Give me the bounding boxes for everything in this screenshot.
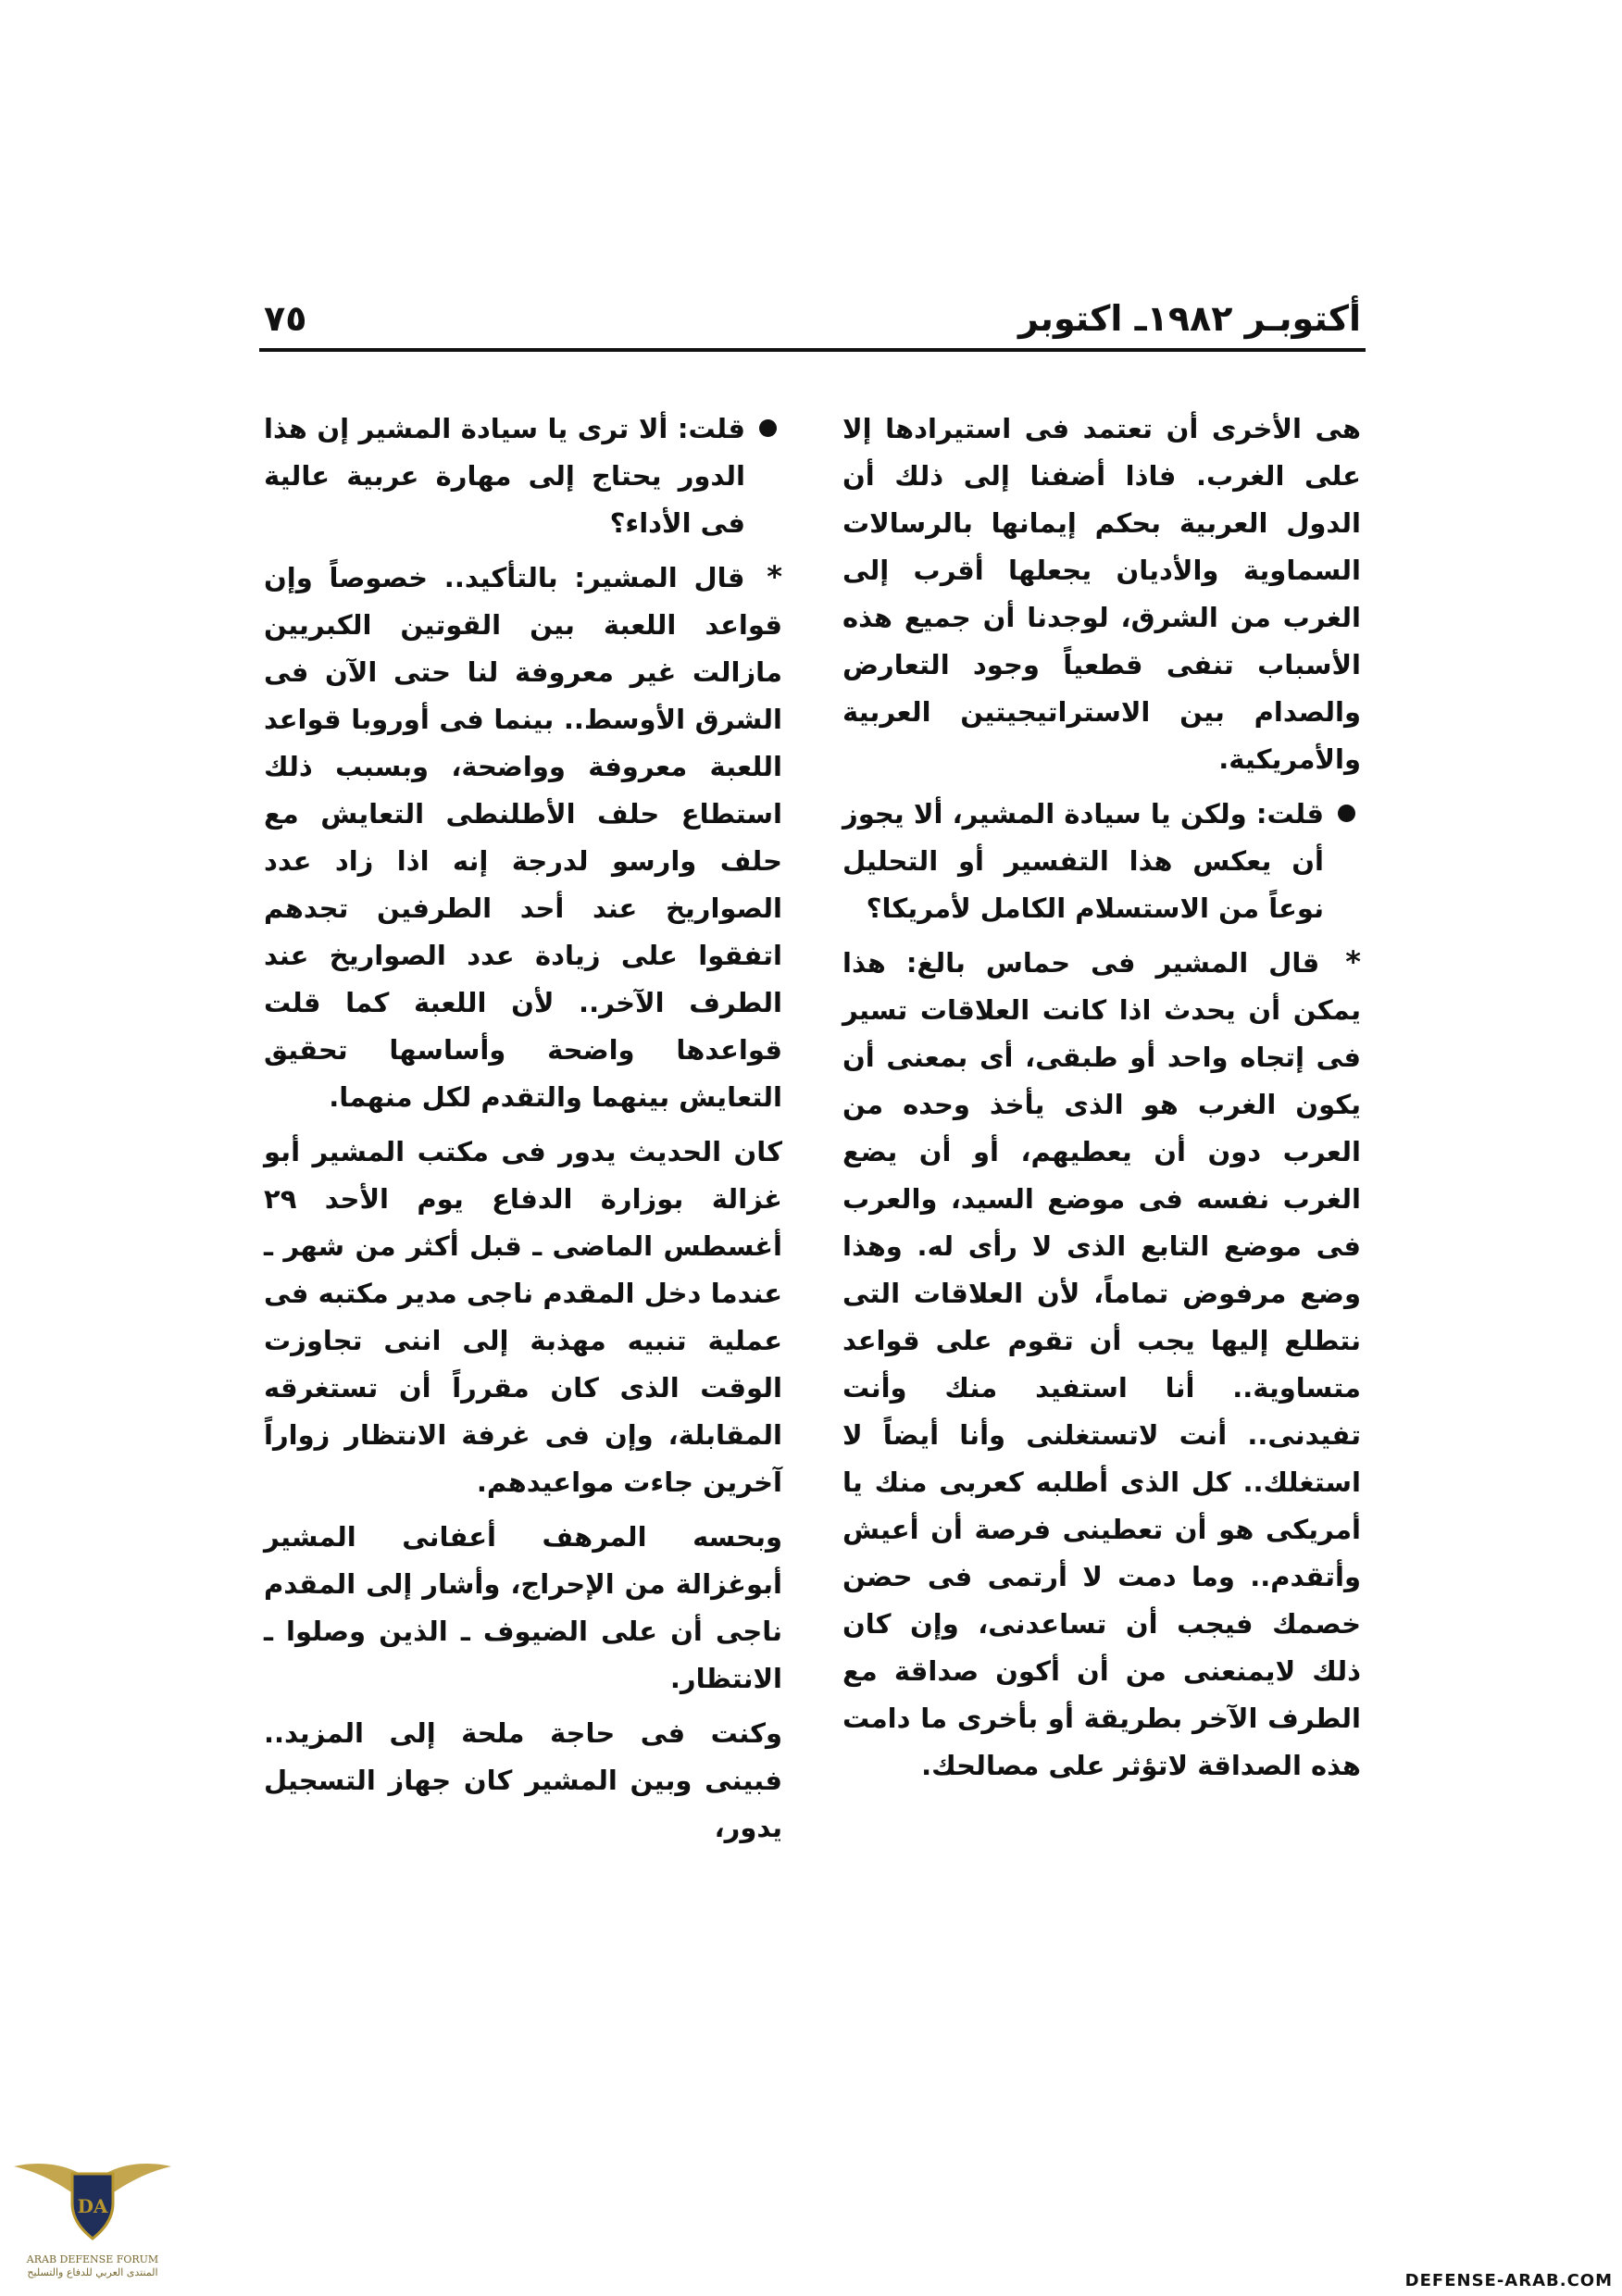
forum-logo	[9, 2146, 176, 2285]
question-paragraph	[842, 791, 1361, 932]
paragraph	[264, 1710, 782, 1852]
page-number: ٧٥	[264, 298, 307, 339]
answer-paragraph	[842, 940, 1361, 1790]
winged-shield-icon	[9, 2146, 176, 2248]
running-title: أكتوبـر ١٩٨٢ـ اكتوبر	[1018, 298, 1361, 339]
paragraph	[842, 406, 1361, 783]
paragraph-text: وبحسه المرهف أعفانى المشير أبوغزالة من الإحراج، وأشار إلى المقدم ناجى أن على الضيوف ـ الذين وصلوا ـ الانتظار.	[264, 1521, 782, 1694]
page-header	[264, 294, 1361, 343]
question-text: قلت: ولكن يا سيادة المشير، ألا يجوز أن يعكس هذا التفسير أو التحليل نوعاً من الاستسلام الكامل لأمريكا؟	[842, 798, 1324, 924]
logo-caption-ar: المنتدى العربي للدفاع والتسليح	[27, 2266, 158, 2278]
paragraph-text: هى الأخرى أن تعتمد فى استيرادها إلا على الغرب. فاذا أضفنا إلى ذلك أن الدول العربية بحكم إيمانها بالرسالات السماوية والأديان يجعلها أقرب إلى الغرب من الشرق، لوجدنا أن جميع هذه الأسباب تنفى قطعياً وجود التعارض والصدام بين الاستراتيجيتين العربية والأمريكية.	[842, 413, 1361, 775]
paragraph	[264, 1129, 782, 1506]
bullet-icon	[759, 419, 777, 437]
star-icon: *	[767, 559, 782, 594]
logo-caption-en: ARAB DEFENSE FORUM	[26, 2253, 159, 2265]
answer-text: قال المشير فى حماس بالغ: هذا يمكن أن يحدث اذا كانت العلاقات تسير فى إتجاه واحد أو طبقى، أى بمعنى أن يكون الغرب هو الذى يأخذ وحده من العرب دون أن يعطيهم، أو أن يضع الغرب نفسه فى موضع السيد، والعرب فى موضع التابع الذى لا رأى له. وهذا وضع مرفوض تماماً، لأن العلاقات التى نتطلع إليها يجب أن تقوم على قواعد متساوية.. أنا استفيد منك وأنت تفيدنى.. أنت لاتستغلنى وأنا أيضاً لا استغلك.. كل الذى أطلبه كعربى منك يا أمريكى هو أن تعطينى فرصة أن أعيش وأتقدم.. وما دمت لا أرتمى فى حضن خصمك فيجب أن تساعدنى، وإن كان ذلك لايمنعنى من أن أكون صداقة مع الطرف الآخر بطريقة أو بأخرى ما دامت هذه الصداقة لاتؤثر على مصالحك.	[842, 947, 1361, 1781]
bullet-icon	[1338, 805, 1355, 822]
paragraph	[264, 1514, 782, 1703]
paragraph-text: كان الحديث يدور فى مكتب المشير أبو غزالة بوزارة الدفاع يوم الأحد ٢٩ أغسطس الماضى ـ قبل أكثر من شهر ـ عندما دخل المقدم ناجى مدير مكتبه فى عملية تنبيه مهذبة إلى اننى تجاوزت الوقت الذى كان مقرراً أن تستغرقه المقابلة، وإن فى غرفة الانتظار زواراً آخرين جاءت مواعيدهم.	[264, 1136, 782, 1498]
question-text: قلت: ألا ترى يا سيادة المشير إن هذا الدور يحتاج إلى مهارة عربية عالية فى الأداء؟	[264, 413, 745, 539]
text-column-right	[842, 406, 1361, 1797]
logo-caption	[9, 2253, 176, 2279]
site-watermark: DEFENSE-ARAB.COM	[1404, 2271, 1613, 2290]
star-icon: *	[1345, 944, 1361, 980]
header-rule	[259, 348, 1366, 352]
question-paragraph	[264, 406, 782, 547]
logo-initials: DA	[77, 2195, 108, 2217]
paragraph-text: وكنت فى حاجة ملحة إلى المزيد.. فبينى وبين المشير كان جهاز التسجيل يدور،	[264, 1717, 782, 1843]
answer-paragraph	[264, 555, 782, 1121]
answer-text: قال المشير: بالتأكيد.. خصوصاً وإن قواعد اللعبة بين القوتين الكبريين مازالت غير معروفة لنا حتى الآن فى الشرق الأوسط.. بينما فى أوروبا قواعد اللعبة معروفة وواضحة، وبسبب ذلك استطاع حلف الأطلنطى التعايش مع حلف وارسو لدرجة إنه اذا زاد عدد الصواريخ عند أحد الطرفين تجدهم اتفقوا على زيادة عدد الصواريخ عند الطرف الآخر.. لأن اللعبة كما قلت قواعدها واضحة وأساسها تحقيق التعايش بينهما والتقدم لكل منهما.	[264, 562, 782, 1113]
text-column-left	[264, 406, 782, 1859]
